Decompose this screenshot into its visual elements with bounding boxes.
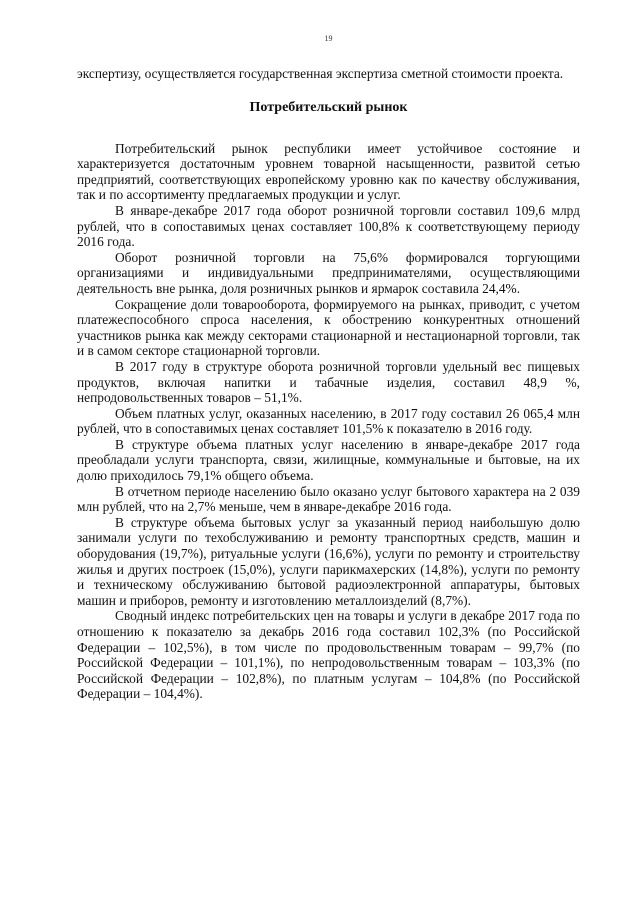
paragraph-consumer-market: Потребительский рынок республики имеет устойчивое состояние и характеризуется достаточным уровнем товарной насыщенности, развитой сетью предприятий, соответствующих европейскому уровню как по качеству обслуживания, так и по ассортименту предлагаемых продукции и услуг.: [77, 140, 580, 203]
intro-paragraph: экспертизу, осуществляется государственная экспертиза сметной стоимости проекта.: [77, 66, 564, 81]
section-title: Потребительский рынок: [249, 99, 408, 115]
paragraph-turnover-structure: Оборот розничной торговли на 75,6% формировался торгующими организациями и индивидуальными предпринимателями, осуществляющими деятельность вне рынка, доля розничных рынков и ярмарок составила 24,4%.: [77, 249, 580, 296]
document-page: [77, 34, 580, 702]
paragraph-paid-services: Объем платных услуг, оказанных населению, в 2017 году составил 26 065,4 млн рублей, что в сопоставимых ценах составляет 101,5% к показателю в 2016 году.: [77, 405, 580, 437]
paragraph-paid-services-structure: В структуре объема платных услуг населению в январе-декабре 2017 года преобладали услуги транспорта, связи, жилищные, коммунальные и бытовые, на их долю приходилось 79,1% общего объема.: [77, 436, 580, 484]
paragraph-household-services-structure: В структуре объема бытовых услуг за указанный период наибольшую долю занимали услуги по техобслуживанию и ремонту транспортных средств, машин и оборудования (19,7%), ритуальные услуги (16,6%), услуги по ремонту и строительству жилья и других построек (15,0%), услуги парикмахерских (14,8%), услуги по ремонту и техническому обслуживанию бытовой радиоэлектронной аппаратуры, бытовых машин и приборов, ремонту и изготовлению металлоизделий (8,7%).: [77, 514, 580, 608]
paragraph-retail-turnover: В январе-декабре 2017 года оборот розничной торговли составил 109,6 млрд рублей, что в сопоставимых ценах составляет 100,8% к соответствующему периоду 2016 года.: [77, 202, 580, 250]
paragraph-household-services: В отчетном периоде населению было оказано услуг бытового характера на 2 039 млн рублей, что на 2,7% меньше, чем в январе-декабре 2016 года.: [77, 483, 580, 515]
page-number: 19: [324, 34, 333, 43]
paragraph-consumer-price-index: Сводный индекс потребительских цен на товары и услуги в декабре 2017 года по отношению к показателю за декабрь 2016 года составил 102,3% (по Российской Федерации – 102,5%), в том числе по продовольственным товарам – 99,7% (по Российской Федерации – 101,1%), по непродовольственным товарам – 103,3% (по Российской Федерации – 102,8%), по платным услугам – 104,8% (по Российской Федерации – 104,4%).: [77, 608, 580, 702]
paragraph-market-share-decline: Сокращение доли товарооборота, формируемого на рынках, приводит, с учетом платежеспособного спроса населения, к обострению конкурентных отношений участников рынка как между секторами стационарной и нестационарной торговли, так и в самом секторе стационарной торговли.: [77, 296, 580, 359]
paragraph-food-share: В 2017 году в структуре оборота розничной торговли удельный вес пищевых продуктов, включая напитки и табачные изделия, составил 48,9 %, непродовольственных товаров – 51,1%.: [77, 358, 580, 406]
